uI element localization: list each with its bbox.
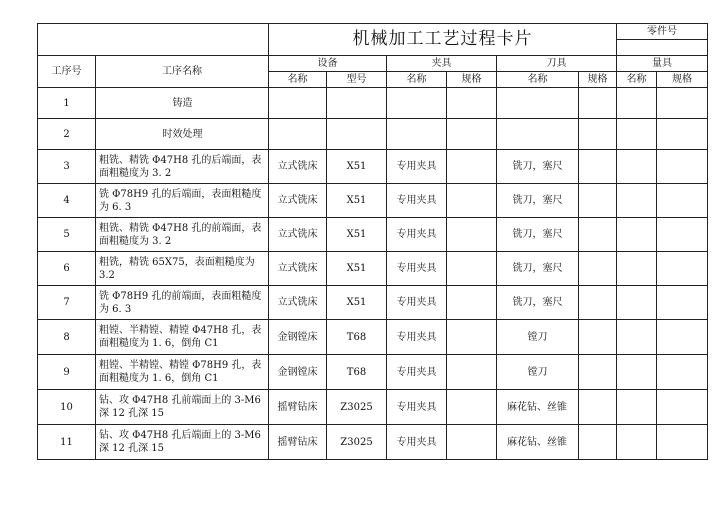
- table-row: [38, 150, 708, 184]
- fixture-name-cell: 专用夹具: [387, 425, 447, 460]
- step-no-cell: 9: [38, 355, 96, 390]
- table-row: [38, 119, 708, 150]
- step-name-cell: 粗铣、精铣 Φ47H8 孔的后端面，表面粗糙度为 3. 2: [96, 150, 269, 184]
- equipment-model-cell: X51: [327, 150, 387, 184]
- equipment-name-cell: 立式铣床: [269, 184, 327, 218]
- gauge-spec-cell: [657, 355, 708, 390]
- tool-name-cell: 麻花钻、丝锥: [497, 390, 579, 425]
- fixture-spec-cell: [447, 218, 497, 252]
- fixture-spec-cell: [447, 320, 497, 355]
- gauge-name-cell: [617, 320, 657, 355]
- fixture-spec-cell: [447, 184, 497, 218]
- fixture-spec-cell: [447, 252, 497, 286]
- subheader-equipment-name: 名称: [269, 72, 327, 88]
- equipment-name-cell: 摇臂钻床: [269, 390, 327, 425]
- gauge-spec-cell: [657, 390, 708, 425]
- step-name-cell: 铣 Φ78H9 孔的后端面，表面粗糙度为 6. 3: [96, 184, 269, 218]
- card-title: 机械加工工艺过程卡片: [269, 24, 617, 56]
- fixture-name-cell: 专用夹具: [387, 252, 447, 286]
- header-step-name: 工序名称: [96, 56, 269, 88]
- table-row: [38, 286, 708, 320]
- equipment-name-cell: [269, 88, 327, 119]
- header-fixture: 夹具: [387, 56, 497, 72]
- tool-name-cell: [497, 119, 579, 150]
- gauge-name-cell: [617, 425, 657, 460]
- gauge-name-cell: [617, 218, 657, 252]
- gauge-name-cell: [617, 390, 657, 425]
- equipment-model-cell: X51: [327, 252, 387, 286]
- fixture-spec-cell: [447, 355, 497, 390]
- process-card-table: [37, 23, 708, 460]
- equipment-model-cell: X51: [327, 184, 387, 218]
- equipment-model-cell: [327, 88, 387, 119]
- step-no-cell: 2: [38, 119, 96, 150]
- subheader-gauge-spec: 规格: [657, 72, 708, 88]
- step-no-cell: 1: [38, 88, 96, 119]
- gauge-name-cell: [617, 286, 657, 320]
- gauge-name-cell: [617, 119, 657, 150]
- gauge-spec-cell: [657, 184, 708, 218]
- fixture-spec-cell: [447, 150, 497, 184]
- gauge-name-cell: [617, 252, 657, 286]
- tool-spec-cell: [579, 390, 617, 425]
- equipment-model-cell: T68: [327, 320, 387, 355]
- equipment-name-cell: 立式铣床: [269, 286, 327, 320]
- equipment-model-cell: [327, 119, 387, 150]
- fixture-name-cell: 专用夹具: [387, 390, 447, 425]
- tool-spec-cell: [579, 355, 617, 390]
- tool-spec-cell: [579, 425, 617, 460]
- gauge-name-cell: [617, 184, 657, 218]
- gauge-spec-cell: [657, 88, 708, 119]
- step-no-cell: 11: [38, 425, 96, 460]
- gauge-name-cell: [617, 355, 657, 390]
- gauge-name-cell: [617, 150, 657, 184]
- part-no-value: [617, 40, 708, 56]
- part-no-label: 零件号: [617, 24, 708, 40]
- step-name-cell: 粗铣，精铣 65X75，表面粗糙度为 3.2: [96, 252, 269, 286]
- step-name-cell: 钻、攻 Φ47H8 孔前端面上的 3-M6 深 12 孔深 15: [96, 390, 269, 425]
- header-gauge: 量具: [617, 56, 708, 72]
- fixture-name-cell: 专用夹具: [387, 150, 447, 184]
- tool-name-cell: [497, 88, 579, 119]
- equipment-model-cell: T68: [327, 355, 387, 390]
- gauge-spec-cell: [657, 150, 708, 184]
- step-name-cell: 铸造: [96, 88, 269, 119]
- subheader-tool-spec: 规格: [579, 72, 617, 88]
- blank-header-cell: [38, 24, 269, 56]
- fixture-spec-cell: [447, 119, 497, 150]
- equipment-name-cell: 立式铣床: [269, 150, 327, 184]
- table-row: [38, 425, 708, 460]
- step-name-cell: 粗铣、精铣 Φ47H8 孔的前端面，表面粗糙度为 3. 2: [96, 218, 269, 252]
- tool-name-cell: 铣刀，塞尺: [497, 150, 579, 184]
- table-row: [38, 184, 708, 218]
- tool-spec-cell: [579, 286, 617, 320]
- fixture-name-cell: 专用夹具: [387, 286, 447, 320]
- fixture-spec-cell: [447, 286, 497, 320]
- fixture-spec-cell: [447, 390, 497, 425]
- header-step-no: 工序号: [38, 56, 96, 88]
- subheader-gauge-name: 名称: [617, 72, 657, 88]
- header-tool: 刀具: [497, 56, 617, 72]
- table-row: [38, 355, 708, 390]
- gauge-spec-cell: [657, 119, 708, 150]
- step-no-cell: 6: [38, 252, 96, 286]
- table-row: [38, 218, 708, 252]
- tool-name-cell: 镗刀: [497, 320, 579, 355]
- gauge-spec-cell: [657, 286, 708, 320]
- gauge-spec-cell: [657, 252, 708, 286]
- step-no-cell: 4: [38, 184, 96, 218]
- tool-name-cell: 铣刀，塞尺: [497, 286, 579, 320]
- step-no-cell: 10: [38, 390, 96, 425]
- table-row: [38, 252, 708, 286]
- tool-spec-cell: [579, 150, 617, 184]
- step-no-cell: 5: [38, 218, 96, 252]
- equipment-name-cell: 摇臂钻床: [269, 425, 327, 460]
- tool-spec-cell: [579, 252, 617, 286]
- fixture-spec-cell: [447, 425, 497, 460]
- subheader-fixture-spec: 规格: [447, 72, 497, 88]
- table-row: [38, 88, 708, 119]
- table-row: [38, 390, 708, 425]
- subheader-equipment-model: 型号: [327, 72, 387, 88]
- fixture-name-cell: 专用夹具: [387, 218, 447, 252]
- equipment-model-cell: X51: [327, 286, 387, 320]
- tool-name-cell: 铣刀，塞尺: [497, 252, 579, 286]
- equipment-name-cell: 金钢镗床: [269, 355, 327, 390]
- step-no-cell: 7: [38, 286, 96, 320]
- step-name-cell: 粗镗、半精镗、精镗 Φ47H8 孔，表面粗糙度为 1. 6，倒角 C1: [96, 320, 269, 355]
- step-no-cell: 8: [38, 320, 96, 355]
- equipment-name-cell: 金钢镗床: [269, 320, 327, 355]
- step-name-cell: 铣 Φ78H9 孔的前端面，表面粗糙度为 6. 3: [96, 286, 269, 320]
- equipment-model-cell: Z3025: [327, 390, 387, 425]
- tool-spec-cell: [579, 184, 617, 218]
- subheader-tool-name: 名称: [497, 72, 579, 88]
- fixture-name-cell: 专用夹具: [387, 184, 447, 218]
- tool-spec-cell: [579, 320, 617, 355]
- gauge-spec-cell: [657, 320, 708, 355]
- tool-name-cell: 镗刀: [497, 355, 579, 390]
- gauge-name-cell: [617, 88, 657, 119]
- fixture-name-cell: [387, 119, 447, 150]
- tool-spec-cell: [579, 119, 617, 150]
- step-no-cell: 3: [38, 150, 96, 184]
- subheader-fixture-name: 名称: [387, 72, 447, 88]
- equipment-model-cell: X51: [327, 218, 387, 252]
- equipment-name-cell: 立式铣床: [269, 218, 327, 252]
- step-name-cell: 粗镗、半精镗、精镗 Φ78H9 孔，表面粗糙度为 1. 6，倒角 C1: [96, 355, 269, 390]
- tool-name-cell: 铣刀，塞尺: [497, 218, 579, 252]
- equipment-model-cell: Z3025: [327, 425, 387, 460]
- gauge-spec-cell: [657, 218, 708, 252]
- tool-spec-cell: [579, 218, 617, 252]
- equipment-name-cell: 立式铣床: [269, 252, 327, 286]
- fixture-spec-cell: [447, 88, 497, 119]
- step-name-cell: 钻、攻 Φ47H8 孔后端面上的 3-M6 深 12 孔深 15: [96, 425, 269, 460]
- gauge-spec-cell: [657, 425, 708, 460]
- step-name-cell: 时效处理: [96, 119, 269, 150]
- header-equipment: 设备: [269, 56, 387, 72]
- fixture-name-cell: 专用夹具: [387, 320, 447, 355]
- fixture-name-cell: 专用夹具: [387, 355, 447, 390]
- tool-spec-cell: [579, 88, 617, 119]
- table-row: [38, 320, 708, 355]
- fixture-name-cell: [387, 88, 447, 119]
- tool-name-cell: 麻花钻、丝锥: [497, 425, 579, 460]
- equipment-name-cell: [269, 119, 327, 150]
- tool-name-cell: 铣刀，塞尺: [497, 184, 579, 218]
